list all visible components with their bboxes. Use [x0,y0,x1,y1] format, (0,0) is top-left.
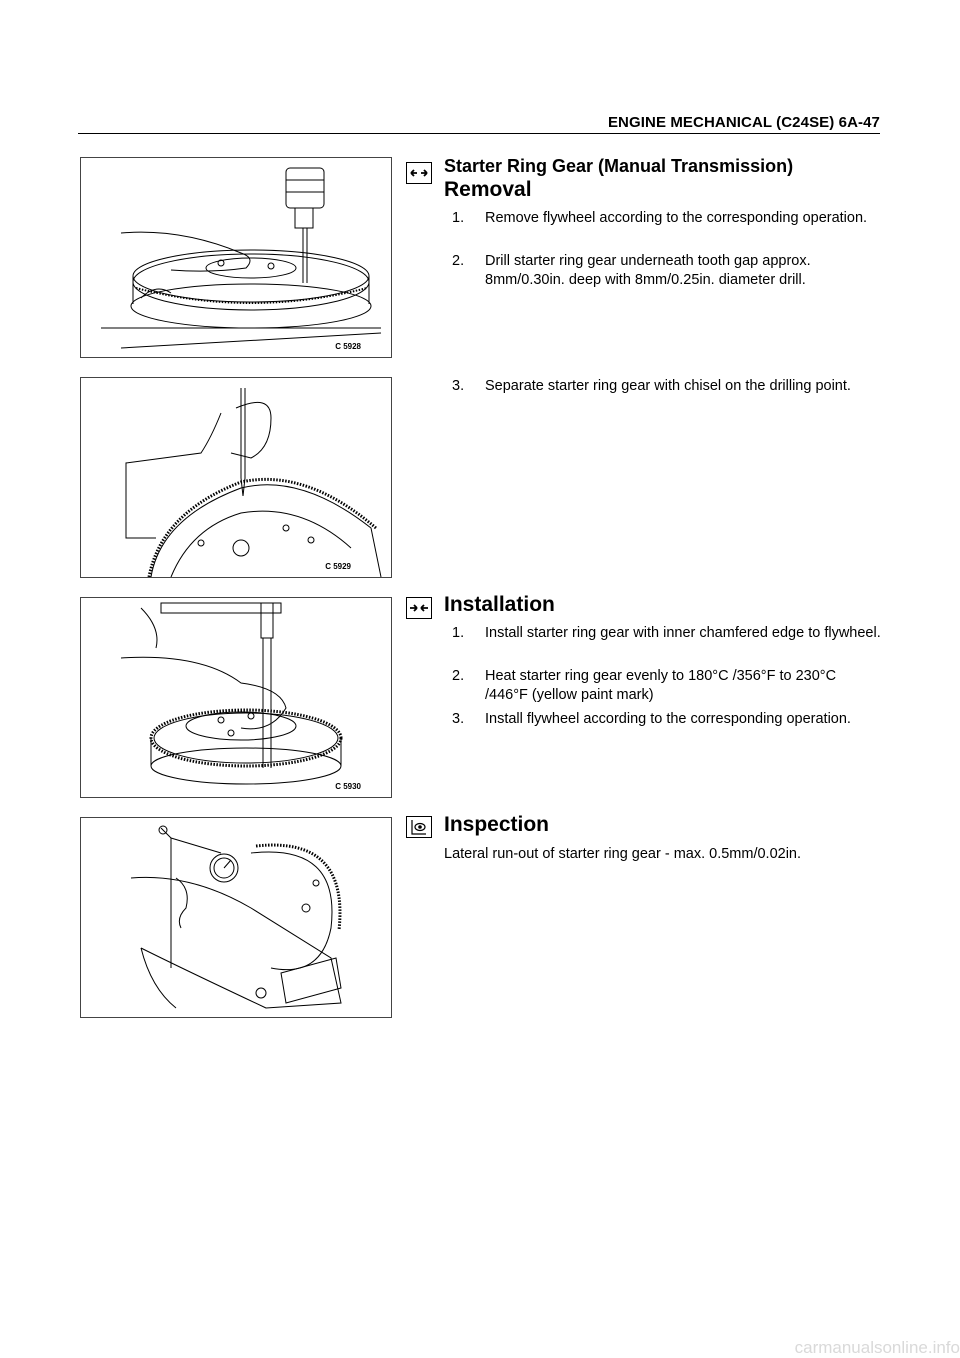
chisel-illustration [81,378,391,577]
step-text: Heat starter ring gear evenly to 180°C /356°F to 230°C /446°F (yellow paint mark) [485,668,837,703]
step-number: 3. [452,378,465,394]
figure-code: C 5928 [335,342,361,351]
removal-step-3 [452,377,882,396]
figure-chisel-ring-gear [80,377,392,578]
step-number: 1. [452,625,465,641]
step-number: 2. [452,668,465,684]
removal-step-1 [452,209,882,228]
step-text: Drill starter ring gear underneath tooth gap approx. 8mm/0.30in. deep with 8mm/0.25in. diameter drill. [485,253,811,288]
section-title: Starter Ring Gear (Manual Transmission) [444,156,794,176]
dial-gauge-illustration [81,818,391,1017]
installation-step-2 [452,667,882,705]
step-number: 2. [452,253,465,269]
inspection-eye-icon [406,816,432,838]
installation-arrows-icon [406,597,432,619]
header-divider [78,133,880,134]
removal-arrows-icon [406,162,432,184]
drill-illustration [81,158,391,357]
removal-heading: Removal [444,178,532,201]
removal-step-2 [452,252,882,290]
install-illustration [81,598,391,797]
installation-step-1 [452,624,882,643]
inspection-heading: Inspection [444,813,550,836]
figure-code: C 5929 [325,562,351,571]
page-header-title: ENGINE MECHANICAL (C24SE) 6A-47 [607,114,880,131]
step-text: Install flywheel according to the corresponding operation. [485,711,851,727]
figure-inspect-runout [80,817,392,1018]
step-text: Remove flywheel according to the corresponding operation. [485,210,868,226]
step-number: 3. [452,711,465,727]
figure-code: C 5930 [335,782,361,791]
installation-step-3 [452,710,882,729]
step-text: Install starter ring gear with inner chamfered edge to flywheel. [485,625,881,641]
step-text: Separate starter ring gear with chisel on the drilling point. [485,378,851,394]
watermark: carmanualsonline.info [794,1338,960,1357]
figure-drill-ring-gear [80,157,392,358]
inspection-text: Lateral run-out of starter ring gear - max. 0.5mm/0.02in. [444,846,802,862]
figure-install-ring-gear [80,597,392,798]
step-number: 1. [452,210,465,226]
installation-heading: Installation [444,593,555,616]
